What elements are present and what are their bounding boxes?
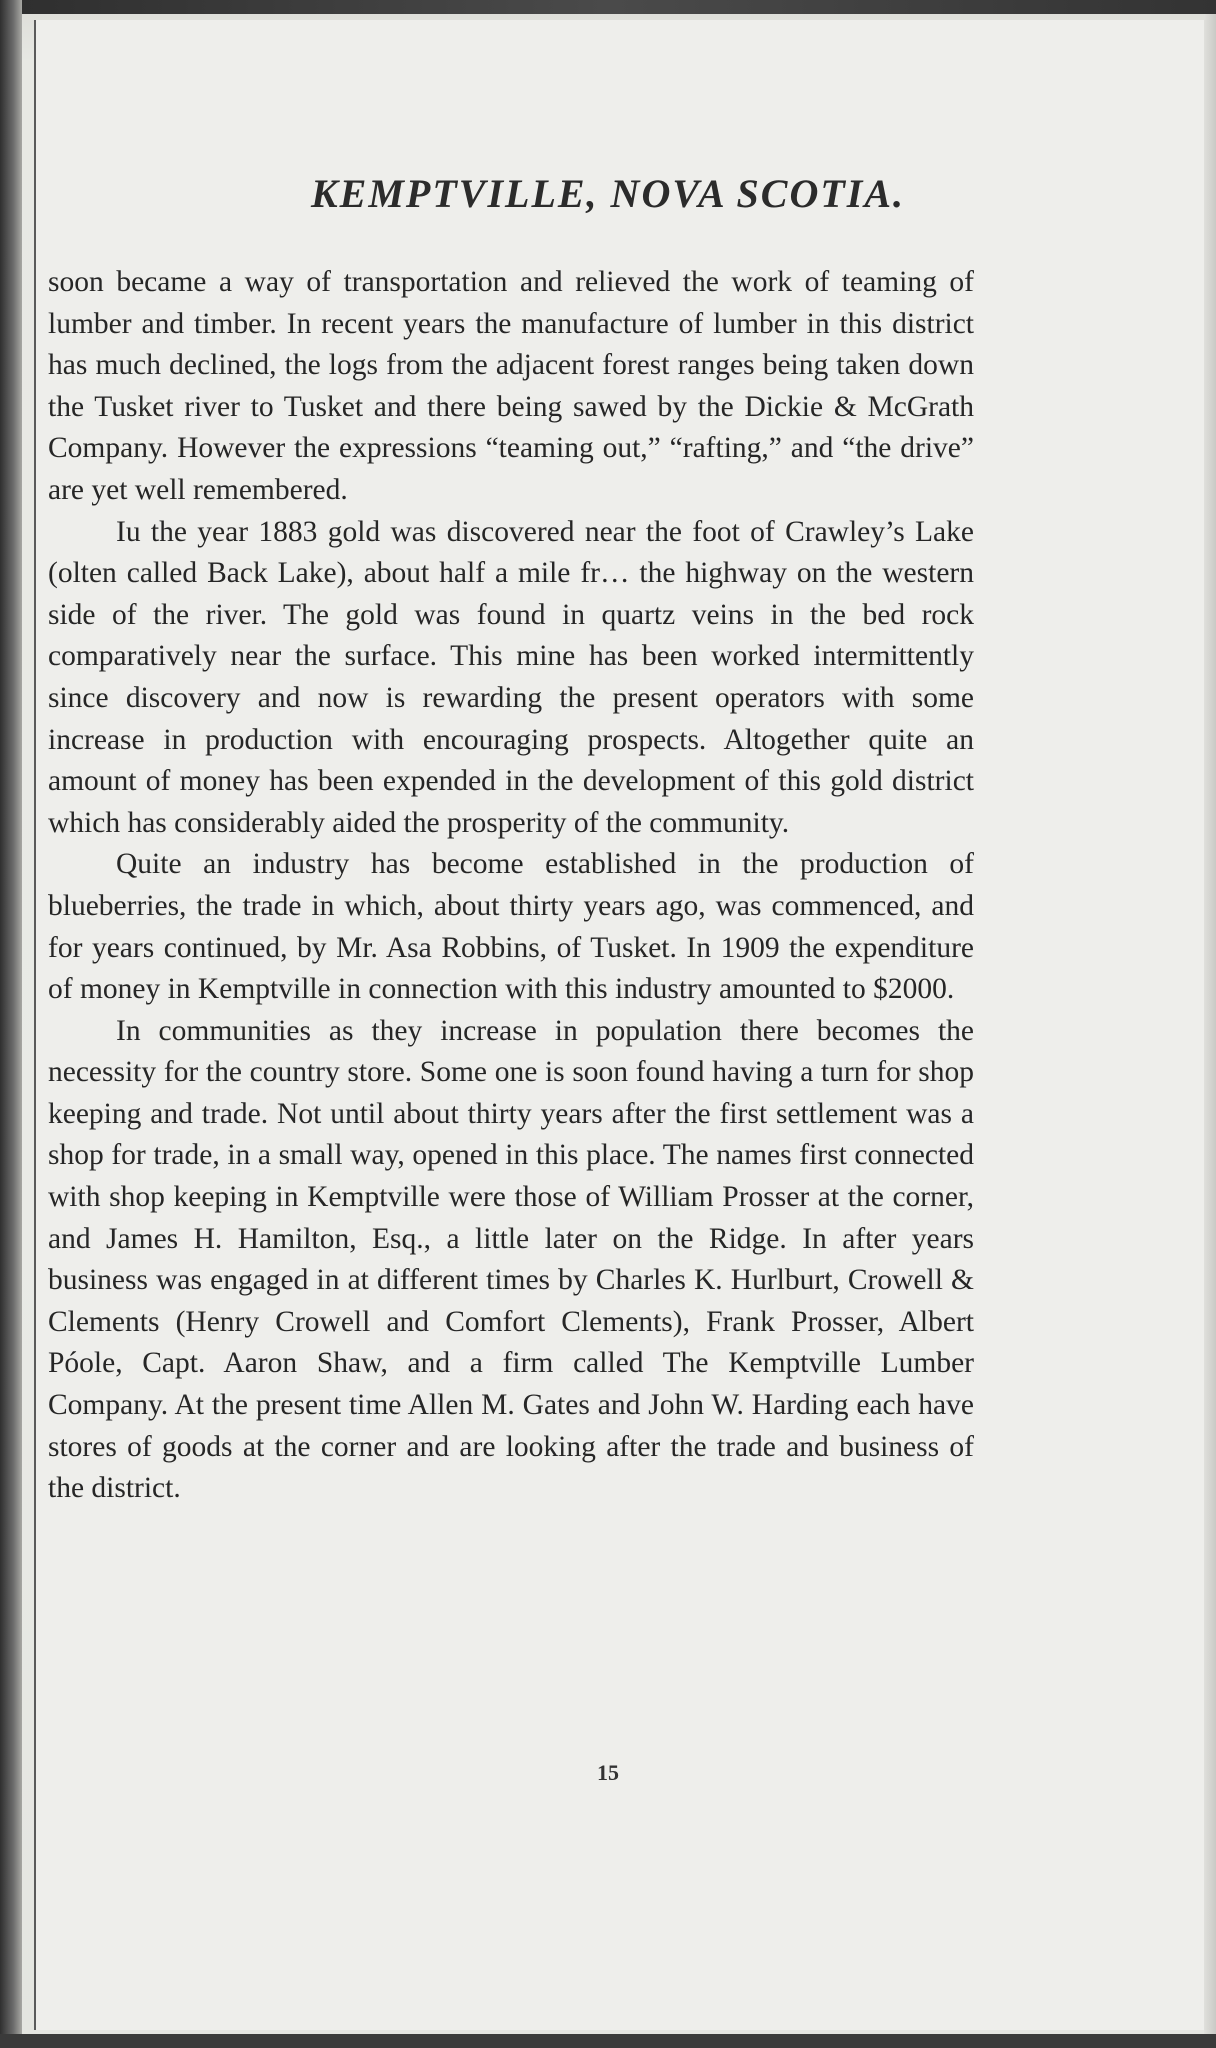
scan-right-edge [1204,14,1216,2034]
paragraph-1: soon became a way of transportation and relieved the work of teaming of lumber and timber. In recent years the manufacture of lumber in this district has much declined, the logs from the adjacent forest ranges being taken down the Tusket river to Tusket and there being sawed by the Dickie & McGrath Company. However the expressions “teaming out,” “rafting,” and “the drive” are yet well remembered. [48,266,974,506]
scan-top-edge [0,0,1216,14]
paragraph-3: Quite an industry has become established in the production of blueberries, the trade in which, about thirty years ago, was commenced, and for years continued, by Mr. Asa Robbins, of Tusket. In 1909 the expenditure of money in Kemptville in connection with this industry amounted to $2000. [48,848,974,1006]
paragraph-4: In communities as they increase in population there becomes the necessity for the country store. Some one is soon found having a turn for shop keeping and trade. Not until about thirty years after the first settlement was a shop for trade, in a small way, opened in this place. The names first connected with shop keeping in Kemptville were those of William Prosser at the corner, and James H. Hamilton, Esq., a little later on the Ridge. In after years business was engaged in at different times by Charles K. Hurlburt, Crowell & Clements (Henry Crowell and Comfort Clements), Frank Prosser, Albert Póole, Capt. Aaron Shaw, and a firm called The Kemptville Lumber Company. At the present time Allen M. Gates and John W. Harding each have stores of goods at the corner and are looking after the trade and business of the district. [48,1014,974,1505]
page-number: 15 [597,1760,619,1785]
scan-bottom-edge [0,2034,1216,2048]
page-body [48,262,974,1510]
running-head: KEMPTVILLE, NOVA SCOTIA. [310,171,906,216]
scan-binding-gutter [0,0,22,2048]
paragraph-2: Iu the year 1883 gold was discovered near the foot of Crawley’s Lake (olten called Back Lake), about half a mile fr… the highway on the western side of the river. The gold was found in quartz veins in the bed rock comparatively near the surface. This mine has been worked intermittently since discovery and now is rewarding the present operators with some increase in production with encouraging prospects. Altogether quite an amount of money has been expended in the development of this gold district which has considerably aided the prosperity of the community. [48,515,974,839]
